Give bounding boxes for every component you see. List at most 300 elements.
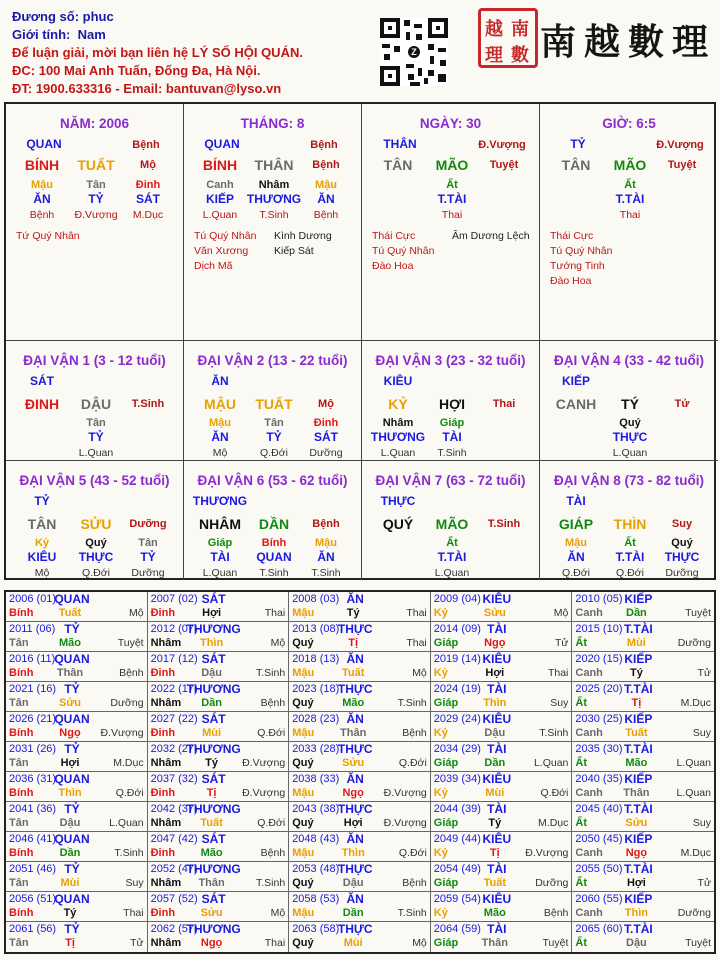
year-branch: Dậu xyxy=(201,667,222,679)
year-phase: L.Quan xyxy=(676,757,711,769)
hidden-stem: Ất xyxy=(624,179,636,191)
year-label: 2023 (18) xyxy=(292,683,340,695)
dai-van-phase: Thai xyxy=(492,398,516,410)
year-ten-god: T.TÀI xyxy=(624,862,653,876)
dai-van-ten-god: THỰC xyxy=(380,494,416,508)
year-cell xyxy=(572,832,714,862)
year-phase: Mộ xyxy=(412,667,427,679)
ten-god-label: TỶ xyxy=(570,137,586,151)
year-cell xyxy=(289,712,431,742)
year-label: 2020 (15) xyxy=(575,653,623,665)
year-cell xyxy=(6,892,148,922)
stem-phase: Tuyệt xyxy=(489,159,519,171)
year-branch: Tý xyxy=(346,607,360,619)
year-phase: T.Sinh xyxy=(256,667,286,679)
dai-van-phase: Dưỡng xyxy=(129,518,167,530)
hidden-stem: Nhâm xyxy=(382,417,414,429)
dai-van-branch: DẬU xyxy=(80,396,112,412)
gender-line: Giới tính: Nam xyxy=(12,27,106,42)
year-ten-god: T.TÀI xyxy=(624,922,653,936)
year-branch: Thân xyxy=(481,937,508,949)
year-branch: Ngọ xyxy=(625,847,648,859)
hidden-ten-god: TÀI xyxy=(442,430,462,444)
year-ten-god: KIẾP xyxy=(624,832,653,846)
dai-van-stem: ĐINH xyxy=(24,396,60,412)
year-cell xyxy=(6,592,148,622)
year-label: 2015 (10) xyxy=(575,623,623,635)
year-ten-god: ĂN xyxy=(346,652,364,666)
hidden-phase: L.Quan xyxy=(434,567,470,579)
year-stem: Tân xyxy=(9,877,29,889)
year-branch: Thìn xyxy=(624,907,648,919)
year-cell xyxy=(431,592,573,622)
pillar-cell xyxy=(184,104,362,341)
year-stem: Ất xyxy=(575,937,587,949)
year-cell xyxy=(289,832,431,862)
hidden-ten-god: ĂN xyxy=(33,192,51,206)
year-stem: Tân xyxy=(9,637,29,649)
year-stem: Nhâm xyxy=(150,817,182,829)
hidden-ten-god: TỶ xyxy=(266,430,282,444)
dai-van-ten-god: THƯƠNG xyxy=(192,494,248,508)
phone-email-line: ĐT: 1900.633316 - Email: bantuvan@lyso.vn xyxy=(12,81,282,96)
year-stem: Mậu xyxy=(292,667,315,679)
year-stem: Đinh xyxy=(150,907,176,919)
year-stem: Giáp xyxy=(433,937,459,949)
dai-van-cell xyxy=(362,341,540,461)
hidden-ten-god: T.TÀI xyxy=(437,550,467,564)
year-phase: Thai xyxy=(264,937,286,949)
hidden-ten-god: THƯƠNG xyxy=(370,430,426,444)
hidden-ten-god: T.TÀI xyxy=(437,192,467,206)
year-phase: Q.Đới xyxy=(115,787,144,799)
hidden-phase: Thai xyxy=(619,209,641,221)
hidden-phase: T.Sinh xyxy=(259,209,289,221)
hidden-stem: Ất xyxy=(446,179,458,191)
dai-van-phase: Mộ xyxy=(318,398,334,410)
year-branch: Tý xyxy=(629,667,643,679)
year-cell xyxy=(6,652,148,682)
year-stem: Đinh xyxy=(150,787,176,799)
year-branch: Tý xyxy=(63,907,77,919)
year-label: 2064 (59) xyxy=(433,923,481,935)
year-branch: Mùi xyxy=(60,877,80,889)
hidden-ten-god: ĂN xyxy=(211,430,229,444)
dai-van-stem: QUÝ xyxy=(382,516,414,532)
year-ten-god: TỶ xyxy=(64,862,80,876)
year-branch: Mão xyxy=(625,757,648,769)
header-info xyxy=(12,8,372,98)
year-cell xyxy=(6,802,148,832)
star-name: Dịch Mã xyxy=(194,260,233,272)
year-stem: Bính xyxy=(9,787,34,799)
hidden-phase: Dưỡng xyxy=(309,447,343,459)
year-ten-god: T.TÀI xyxy=(624,802,653,816)
year-stem: Mậu xyxy=(292,907,315,919)
dai-van-branch: HỢI xyxy=(439,396,465,412)
year-cell xyxy=(148,682,290,712)
year-branch: Tuất xyxy=(58,607,82,619)
pillar-title: GIỜ: 6:5 xyxy=(602,116,656,131)
year-phase: Suy xyxy=(692,727,711,739)
hidden-stem: Mậu xyxy=(209,417,231,429)
year-label: 2053 (48) xyxy=(292,863,340,875)
heavenly-stem: TÂN xyxy=(561,157,591,173)
year-cell xyxy=(289,682,431,712)
year-branch: Sửu xyxy=(625,817,648,829)
stem-phase: Bệnh xyxy=(312,159,340,171)
hidden-stem: Đinh xyxy=(313,417,339,429)
year-stem: Ất xyxy=(575,637,587,649)
year-ten-god: SÁT xyxy=(201,712,226,726)
dai-van-stem: CANH xyxy=(555,396,597,412)
earthly-branch: MÃO xyxy=(435,157,469,173)
year-ten-god: THỰC xyxy=(337,922,373,936)
year-branch: Tị xyxy=(65,937,75,949)
year-stem: Mậu xyxy=(292,727,315,739)
year-stem: Kỷ xyxy=(433,727,448,739)
year-label: 2035 (30) xyxy=(575,743,623,755)
year-label: 2007 (02) xyxy=(150,593,198,605)
hidden-stem: Tân xyxy=(138,537,158,549)
year-ten-god: KIÊU xyxy=(482,772,512,786)
year-phase: Mộ xyxy=(412,937,427,949)
hidden-stem: Mậu xyxy=(31,179,53,191)
year-stem: Đinh xyxy=(150,607,176,619)
year-ten-god: ĂN xyxy=(346,832,364,846)
year-branch: Thìn xyxy=(199,637,224,649)
star-name: Thái Cực xyxy=(372,230,416,242)
year-label: 2036 (31) xyxy=(9,773,57,785)
year-phase: Mộ xyxy=(270,637,286,649)
year-ten-god: QUAN xyxy=(54,712,90,726)
year-cell xyxy=(572,682,714,712)
year-ten-god: KIÊU xyxy=(482,832,512,846)
year-cell xyxy=(572,712,714,742)
year-stem: Bính xyxy=(9,847,34,859)
earthly-branch: TUẤT xyxy=(77,157,115,173)
hidden-phase: T.Sinh xyxy=(437,447,467,459)
year-phase: Suy xyxy=(125,877,144,889)
star-name: Tú Quý Nhân xyxy=(372,245,435,257)
year-phase: Bệnh xyxy=(260,697,286,709)
year-branch: Mão xyxy=(342,697,365,709)
pillar-title: NGÀY: 30 xyxy=(419,116,482,131)
dai-van-branch: DẦN xyxy=(258,516,290,532)
ten-god-label: QUAN xyxy=(26,137,62,151)
dai-van-cell xyxy=(184,341,362,461)
year-branch: Hợi xyxy=(202,607,222,619)
hidden-phase: Mộ xyxy=(34,567,50,579)
hidden-ten-god: KIÊU xyxy=(27,550,57,564)
hidden-phase: Q.Đới xyxy=(562,567,590,579)
pillar-cell xyxy=(6,104,184,341)
hidden-phase: Thai xyxy=(441,209,463,221)
year-cell xyxy=(431,622,573,652)
star-name: Tú Quý Nhân xyxy=(194,230,257,242)
year-stem: Quý xyxy=(292,637,314,649)
year-stem: Bính xyxy=(9,907,34,919)
year-phase: Bệnh xyxy=(119,667,144,679)
year-ten-god: TỶ xyxy=(64,682,80,696)
year-cell xyxy=(572,922,714,952)
dai-van-cell xyxy=(540,341,718,461)
year-label: 2065 (60) xyxy=(575,923,623,935)
dai-van-phase: T.Sinh xyxy=(487,518,521,530)
year-ten-god: TÀI xyxy=(487,922,507,936)
year-ten-god: QUAN xyxy=(54,892,90,906)
hidden-stem: Mậu xyxy=(315,537,337,549)
hidden-ten-god: TỶ xyxy=(88,192,104,206)
year-cell xyxy=(148,652,290,682)
hidden-phase: Q.Đới xyxy=(616,567,644,579)
hidden-phase: Bệnh xyxy=(313,209,339,221)
hidden-stem: Canh xyxy=(206,179,234,191)
year-label: 2016 (11) xyxy=(9,653,56,665)
year-label: 2061 (56) xyxy=(9,923,57,935)
year-label: 2045 (40) xyxy=(575,803,623,815)
dai-van-phase: Suy xyxy=(671,518,693,530)
hidden-phase: L.Quan xyxy=(202,209,238,221)
year-ten-god: THỰC xyxy=(337,682,373,696)
hidden-stem: Tân xyxy=(86,417,106,429)
year-phase: Mộ xyxy=(129,607,144,619)
year-cell xyxy=(289,802,431,832)
hidden-stem: Bính xyxy=(261,537,287,549)
year-phase: L.Quan xyxy=(676,787,711,799)
year-label: 2051 (46) xyxy=(9,863,57,875)
dai-van-title: ĐẠI VẬN 5 (43 - 52 tuổi) xyxy=(19,473,170,488)
hidden-ten-god: SÁT xyxy=(314,430,338,444)
year-cell xyxy=(148,592,290,622)
year-label: 2032 (27) xyxy=(150,743,198,755)
year-branch: Tuất xyxy=(200,817,223,829)
year-phase: Tử xyxy=(554,637,569,649)
year-cell xyxy=(572,592,714,622)
year-cell xyxy=(289,652,431,682)
stem-phase: Tuyệt xyxy=(667,159,697,171)
year-branch: Tuất xyxy=(625,727,648,739)
year-label: 2018 (13) xyxy=(292,653,340,665)
dai-van-branch: TÝ xyxy=(621,396,639,412)
year-phase: Bệnh xyxy=(260,847,286,859)
year-phase: T.Sinh xyxy=(539,727,569,739)
year-branch: Thân xyxy=(56,667,84,679)
year-cell xyxy=(6,682,148,712)
year-label: 2029 (24) xyxy=(433,713,481,725)
year-branch: Dậu xyxy=(59,817,81,829)
year-phase: Q.Đới xyxy=(540,787,569,799)
year-stem: Tân xyxy=(9,697,29,709)
year-phase: Suy xyxy=(692,817,711,829)
dai-van-branch: TUẤT xyxy=(255,396,293,412)
year-cell xyxy=(572,652,714,682)
year-stem: Nhâm xyxy=(150,937,182,949)
year-phase: Tuyệt xyxy=(685,937,711,949)
year-stem: Đinh xyxy=(150,667,176,679)
star-name: Văn Xương xyxy=(194,245,249,257)
year-phase: Thai xyxy=(406,607,427,619)
year-stem: Giáp xyxy=(433,817,459,829)
year-cell xyxy=(431,832,573,862)
star-name: Đào Hoa xyxy=(372,260,414,272)
hidden-stem: Giáp xyxy=(439,417,465,429)
year-cell xyxy=(148,742,290,772)
year-stem: Canh xyxy=(575,787,603,799)
hidden-phase: Q.Đới xyxy=(82,567,110,579)
year-branch: Tuất xyxy=(341,667,365,679)
year-ten-god: QUAN xyxy=(54,592,90,606)
hidden-phase: T.Sinh xyxy=(311,567,341,579)
phase-label: Đ.Vượng xyxy=(478,139,526,151)
year-label: 2014 (09) xyxy=(433,623,481,635)
year-branch: Mão xyxy=(483,907,506,919)
year-stem: Tân xyxy=(9,937,29,949)
year-phase: Dưỡng xyxy=(677,907,711,919)
year-phase: T.Sinh xyxy=(397,697,427,709)
year-branch: Tị xyxy=(631,697,642,709)
pillar-cell xyxy=(540,104,718,341)
year-phase: Đ.Vượng xyxy=(383,817,427,829)
hidden-phase: Dưỡng xyxy=(665,567,699,579)
dai-van-stem: MẬU xyxy=(204,396,236,412)
dai-van-stem: NHÂM xyxy=(199,516,241,532)
year-label: 2060 (55) xyxy=(575,893,623,905)
dai-van-ten-god: TỶ xyxy=(34,494,50,508)
year-branch: Sửu xyxy=(342,757,365,769)
year-branch: Ngọ xyxy=(484,637,506,649)
hidden-stem: Tân xyxy=(264,417,284,429)
year-cell xyxy=(431,742,573,772)
dai-van-title: ĐẠI VẬN 6 (53 - 62 tuổi) xyxy=(197,473,348,488)
star-name: Âm Dương Lệch xyxy=(452,230,530,242)
year-label: 2006 (01) xyxy=(9,593,57,605)
year-cell xyxy=(6,922,148,952)
year-cell xyxy=(431,712,573,742)
year-cell xyxy=(289,592,431,622)
dai-van-title: ĐẠI VẬN 3 (23 - 32 tuổi) xyxy=(375,353,526,368)
dai-van-cell xyxy=(6,461,184,580)
year-phase: Thai xyxy=(406,637,427,649)
year-stem: Ất xyxy=(575,877,587,889)
year-branch: Dậu xyxy=(342,877,364,889)
dai-van-phase: Bệnh xyxy=(312,518,340,530)
phase-label: Đ.Vượng xyxy=(656,139,704,151)
year-phase: Tuyệt xyxy=(542,937,569,949)
year-cell xyxy=(572,772,714,802)
year-ten-god: THƯƠNG xyxy=(186,622,241,636)
ten-god-label: THÂN xyxy=(383,137,417,151)
hidden-phase: Q.Đới xyxy=(260,447,288,459)
year-cell xyxy=(6,862,148,892)
dai-van-cell xyxy=(6,341,184,461)
year-branch: Mão xyxy=(200,847,223,859)
hidden-stem: Mậu xyxy=(315,179,337,191)
year-ten-god: SÁT xyxy=(201,892,226,906)
year-branch: Dần xyxy=(484,757,506,769)
year-phase: L.Quan xyxy=(109,817,144,829)
address-line: ĐC: 100 Mai Anh Tuấn, Đống Đa, Hà Nội. xyxy=(12,63,261,78)
year-ten-god: QUAN xyxy=(54,652,90,666)
year-cell xyxy=(431,682,573,712)
year-label: 2022 (17) xyxy=(150,683,198,695)
year-phase: Thai xyxy=(547,667,569,679)
year-ten-god: QUAN xyxy=(54,772,90,786)
year-cell xyxy=(148,832,290,862)
year-ten-god: THỰC xyxy=(337,802,373,816)
year-stem: Canh xyxy=(575,607,603,619)
year-phase: Tuyệt xyxy=(117,637,144,649)
year-ten-god: SÁT xyxy=(201,652,226,666)
year-ten-god: TÀI xyxy=(487,622,507,636)
heavenly-stem: TÂN xyxy=(383,157,413,173)
year-branch: Thìn xyxy=(483,697,507,709)
year-branch: Hợi xyxy=(343,817,363,829)
dai-van-title: ĐẠI VẬN 2 (13 - 22 tuổi) xyxy=(197,353,348,368)
hidden-ten-god: ĂN xyxy=(567,550,585,564)
hidden-stem: Mậu xyxy=(565,537,587,549)
dai-van-branch: THÌN xyxy=(613,516,647,532)
year-branch: Tị xyxy=(206,787,217,799)
hidden-phase: T.Sinh xyxy=(259,567,289,579)
year-ten-god: SÁT xyxy=(201,592,226,606)
year-branch: Thìn xyxy=(341,847,365,859)
year-phase: Q.Đới xyxy=(398,757,427,769)
year-label: 2046 (41) xyxy=(9,833,57,845)
year-branch: Mùi xyxy=(626,637,646,649)
year-label: 2043 (38) xyxy=(292,803,340,815)
year-ten-god: TÀI xyxy=(487,802,507,816)
year-branch: Hợi xyxy=(485,667,505,679)
year-cell xyxy=(289,742,431,772)
year-branch: Hợi xyxy=(60,757,80,769)
hidden-stem: Quý xyxy=(619,417,641,429)
year-cell xyxy=(572,892,714,922)
year-stem: Quý xyxy=(292,697,314,709)
year-phase: M.Dục xyxy=(113,757,144,769)
year-stem: Giáp xyxy=(433,637,459,649)
phase-label: Bệnh xyxy=(310,139,338,151)
annual-luck-grid xyxy=(4,590,716,954)
year-ten-god: KIÊU xyxy=(482,592,512,606)
year-label: 2047 (42) xyxy=(150,833,198,845)
dai-van-stem: KỶ xyxy=(388,396,408,412)
hidden-ten-god: ĂN xyxy=(317,550,335,564)
year-ten-god: KIÊU xyxy=(482,892,512,906)
hidden-ten-god: ĂN xyxy=(317,192,335,206)
year-branch: Hợi xyxy=(626,877,646,889)
earthly-branch: MÃO xyxy=(613,157,647,173)
year-stem: Giáp xyxy=(433,877,459,889)
year-cell xyxy=(289,892,431,922)
year-branch: Dần xyxy=(626,607,647,619)
year-cell xyxy=(148,802,290,832)
year-phase: Q.Đới xyxy=(398,847,427,859)
dai-van-cell xyxy=(184,461,362,580)
dai-van-ten-god: TÀI xyxy=(566,494,586,508)
year-branch: Sửu xyxy=(58,697,82,709)
year-phase: Mộ xyxy=(270,907,286,919)
year-label: 2037 (32) xyxy=(150,773,198,785)
year-label: 2042 (37) xyxy=(150,803,198,815)
year-cell xyxy=(148,772,290,802)
year-label: 2008 (03) xyxy=(292,593,340,605)
hidden-stem: Nhâm xyxy=(258,179,290,191)
year-label: 2056 (51) xyxy=(9,893,57,905)
year-ten-god: TỶ xyxy=(64,802,80,816)
year-branch: Thân xyxy=(623,787,650,799)
hidden-phase: L.Quan xyxy=(380,447,416,459)
